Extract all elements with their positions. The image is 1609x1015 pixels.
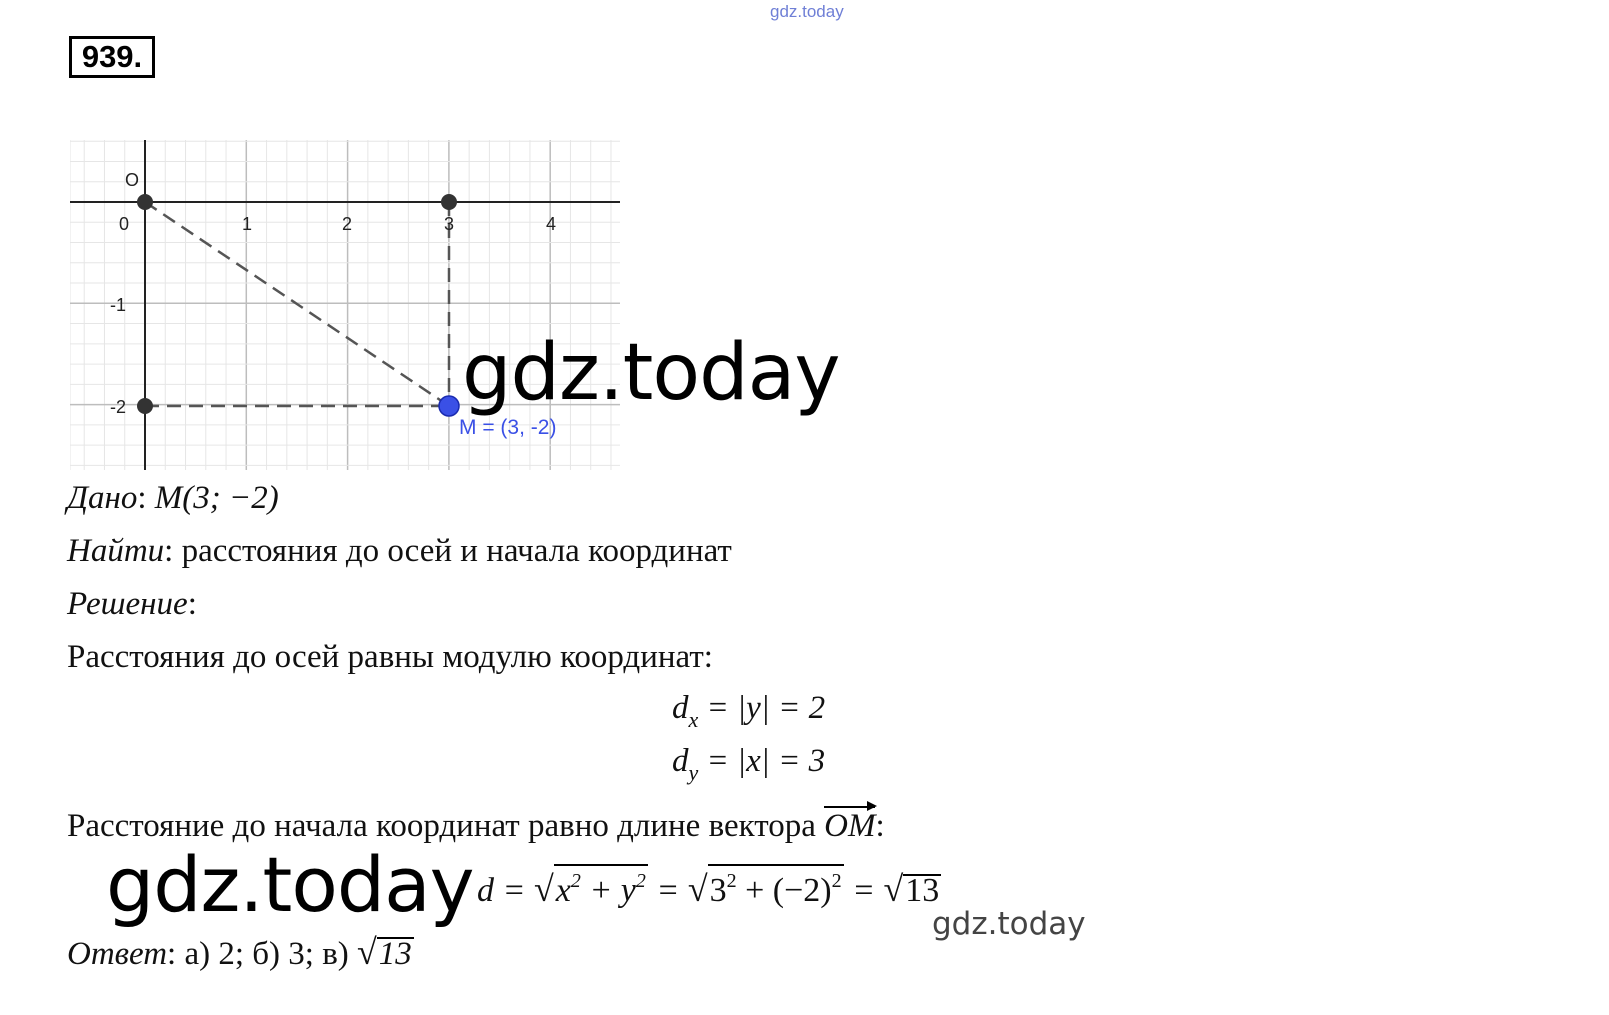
sqrt-icon: √	[687, 869, 708, 909]
radicand-2: $3^2 + (-2)^2$	[708, 864, 844, 906]
formula-dx	[672, 690, 825, 733]
y-tick-minus1: -1	[110, 295, 127, 315]
coordinate-graph	[70, 140, 630, 475]
dy-sub: y	[688, 760, 699, 785]
sqrt-icon: √	[357, 932, 377, 972]
formula-dy	[672, 743, 825, 786]
given-line: Дано: M(3; −2)	[67, 480, 279, 516]
find-line: Найти: расстояния до осей и начала координат	[67, 533, 732, 569]
find-value: расстояния до осей и начала координат	[181, 533, 732, 569]
origin-text-line: Расстояние до начала координат равно длине вектора OM:	[67, 808, 885, 844]
origin-label: O	[125, 170, 140, 190]
answer-line: Ответ: а) 2; б) 3; в) √13	[67, 932, 412, 972]
answer-root: 13	[378, 936, 412, 972]
x-tick-0: 0	[119, 214, 130, 234]
origin-text: Расстояние до начала координат равно длине вектора	[67, 808, 816, 844]
dx-sub: x	[688, 707, 699, 732]
point-m-label: M = (3, -2)	[459, 416, 557, 439]
radicand-3: 13	[905, 872, 940, 909]
given-value: M(3; −2)	[154, 480, 279, 516]
radicand-1: $x^2 + y^2$	[554, 864, 648, 906]
find-label: Найти	[67, 533, 165, 569]
point-y-2	[137, 398, 153, 414]
watermark-top: gdz.today	[770, 2, 844, 21]
dx-var: d	[672, 690, 689, 726]
sqrt-icon: √	[533, 869, 554, 909]
y-tick-minus2: -2	[110, 397, 127, 417]
watermark-bottom-small: gdz.today	[932, 906, 1086, 942]
answer-label: Ответ	[67, 936, 168, 972]
given-label: Дано	[67, 480, 138, 516]
answer-value: а) 2; б) 3; в)	[184, 936, 349, 972]
formula-distance: $d = √x^2 + y^2 = √3^2 + (-2)^2 = √13$	[477, 864, 941, 910]
x-tick-1: 1	[242, 214, 253, 234]
solution-label: Решение	[67, 586, 188, 622]
solution-line: Решение:	[67, 586, 197, 622]
point-x3	[441, 194, 457, 210]
point-m	[439, 396, 459, 416]
watermark-bottom-big: gdz.today	[106, 840, 474, 929]
x-tick-2: 2	[342, 214, 353, 234]
x-tick-4: 4	[546, 214, 557, 234]
watermark-graph: gdz.today	[462, 328, 840, 418]
dx-rest: = |y| = 2	[706, 690, 826, 726]
dy-var: d	[672, 743, 689, 779]
vector-om: OM	[824, 808, 876, 844]
point-origin	[137, 194, 153, 210]
x-tick-3: 3	[444, 214, 455, 234]
axes-text: Расстояния до осей равны модулю координат:	[67, 639, 713, 675]
sqrt-icon: √	[883, 869, 904, 909]
dy-rest: = |x| = 3	[706, 743, 826, 779]
problem-number: 939.	[69, 36, 155, 78]
